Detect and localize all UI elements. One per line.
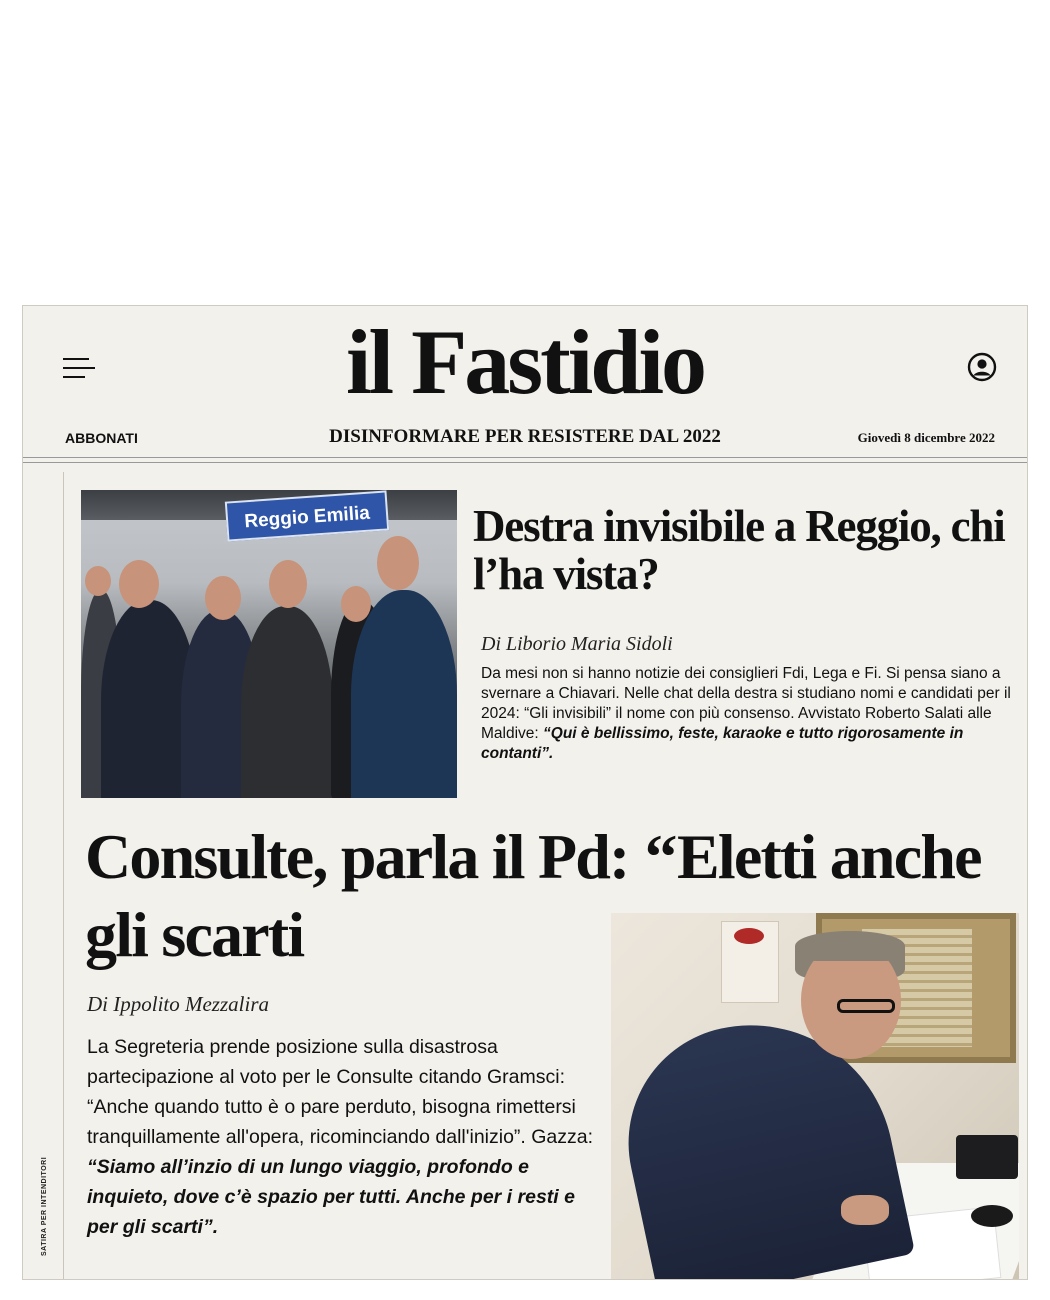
side-label: SATIRA PER INTENDITORI	[41, 1156, 48, 1256]
keyboard	[956, 1135, 1018, 1179]
person-head	[205, 576, 241, 620]
glasses	[837, 999, 895, 1013]
article1-byline: Di Liborio Maria Sidoli	[481, 633, 673, 655]
person-head	[119, 560, 159, 608]
wall-poster	[721, 921, 779, 1003]
person-head	[377, 536, 419, 590]
writing-hand	[841, 1195, 889, 1225]
man-hair-top	[795, 931, 905, 961]
station-sign: Reggio Emilia	[225, 490, 389, 541]
issue-date: Giovedì 8 dicembre 2022	[857, 430, 995, 445]
article1-quote: “Qui è bellissimo, feste, karaoke e tutto rigorosamente in contanti”.	[481, 725, 964, 762]
article2-headline[interactable]: Consulte, parla il Pd: ‘‘Eletti anche gli scarti	[85, 821, 981, 970]
computer-mouse	[971, 1205, 1013, 1227]
person-head	[341, 586, 371, 622]
article1-body	[481, 664, 1011, 764]
article1-body-text: Da mesi non si hanno notizie dei consiglieri Fdi, Lega e Fi. Si pensa siano a svernare a Chiavari. Nelle chat della destra si studiano nomi e candidati per il 2024: “Gli invisibili” il nome con più consenso. Avvistato Roberto Salati alle Maldive:	[481, 665, 1011, 742]
person-head	[269, 560, 307, 608]
header-divider-secondary	[23, 462, 1027, 463]
masthead-tagline: DISINFORMARE PER RESISTERE DAL 2022	[329, 426, 721, 447]
article2-byline: Di Ippolito Mezzalira	[87, 992, 269, 1016]
subscribe-link[interactable]: ABBONATI	[65, 430, 138, 446]
person-head	[85, 566, 111, 596]
article1-photo[interactable]	[81, 490, 457, 798]
person-figure	[351, 590, 457, 798]
article2-body-text: La Segreteria prende posizione sulla disastrosa partecipazione al voto per le Consulte citando Gramsci: “Anche quando tutto è o pare perduto, bisogna rimettersi tranquillamente all'opera, ricominciando dall'inizio”. Gazza:	[87, 1036, 594, 1148]
user-icon[interactable]	[967, 352, 997, 382]
person-figure	[241, 606, 333, 798]
article1-headline[interactable]: Destra invisibile a Reggio, chi l’ha vista?	[473, 501, 1005, 599]
article2-quote: “Siamo all’inzio di un lungo viaggio, profondo e inquieto, dove c’è spazio per tutti. Anche per i resti e per gli scarti”.	[87, 1156, 575, 1238]
masthead-title[interactable]: il Fastidio	[345, 311, 705, 413]
article2-body	[87, 1032, 607, 1242]
article2-photo[interactable]	[611, 913, 1019, 1280]
header-divider	[23, 457, 1027, 458]
newspaper-page	[22, 305, 1028, 1280]
